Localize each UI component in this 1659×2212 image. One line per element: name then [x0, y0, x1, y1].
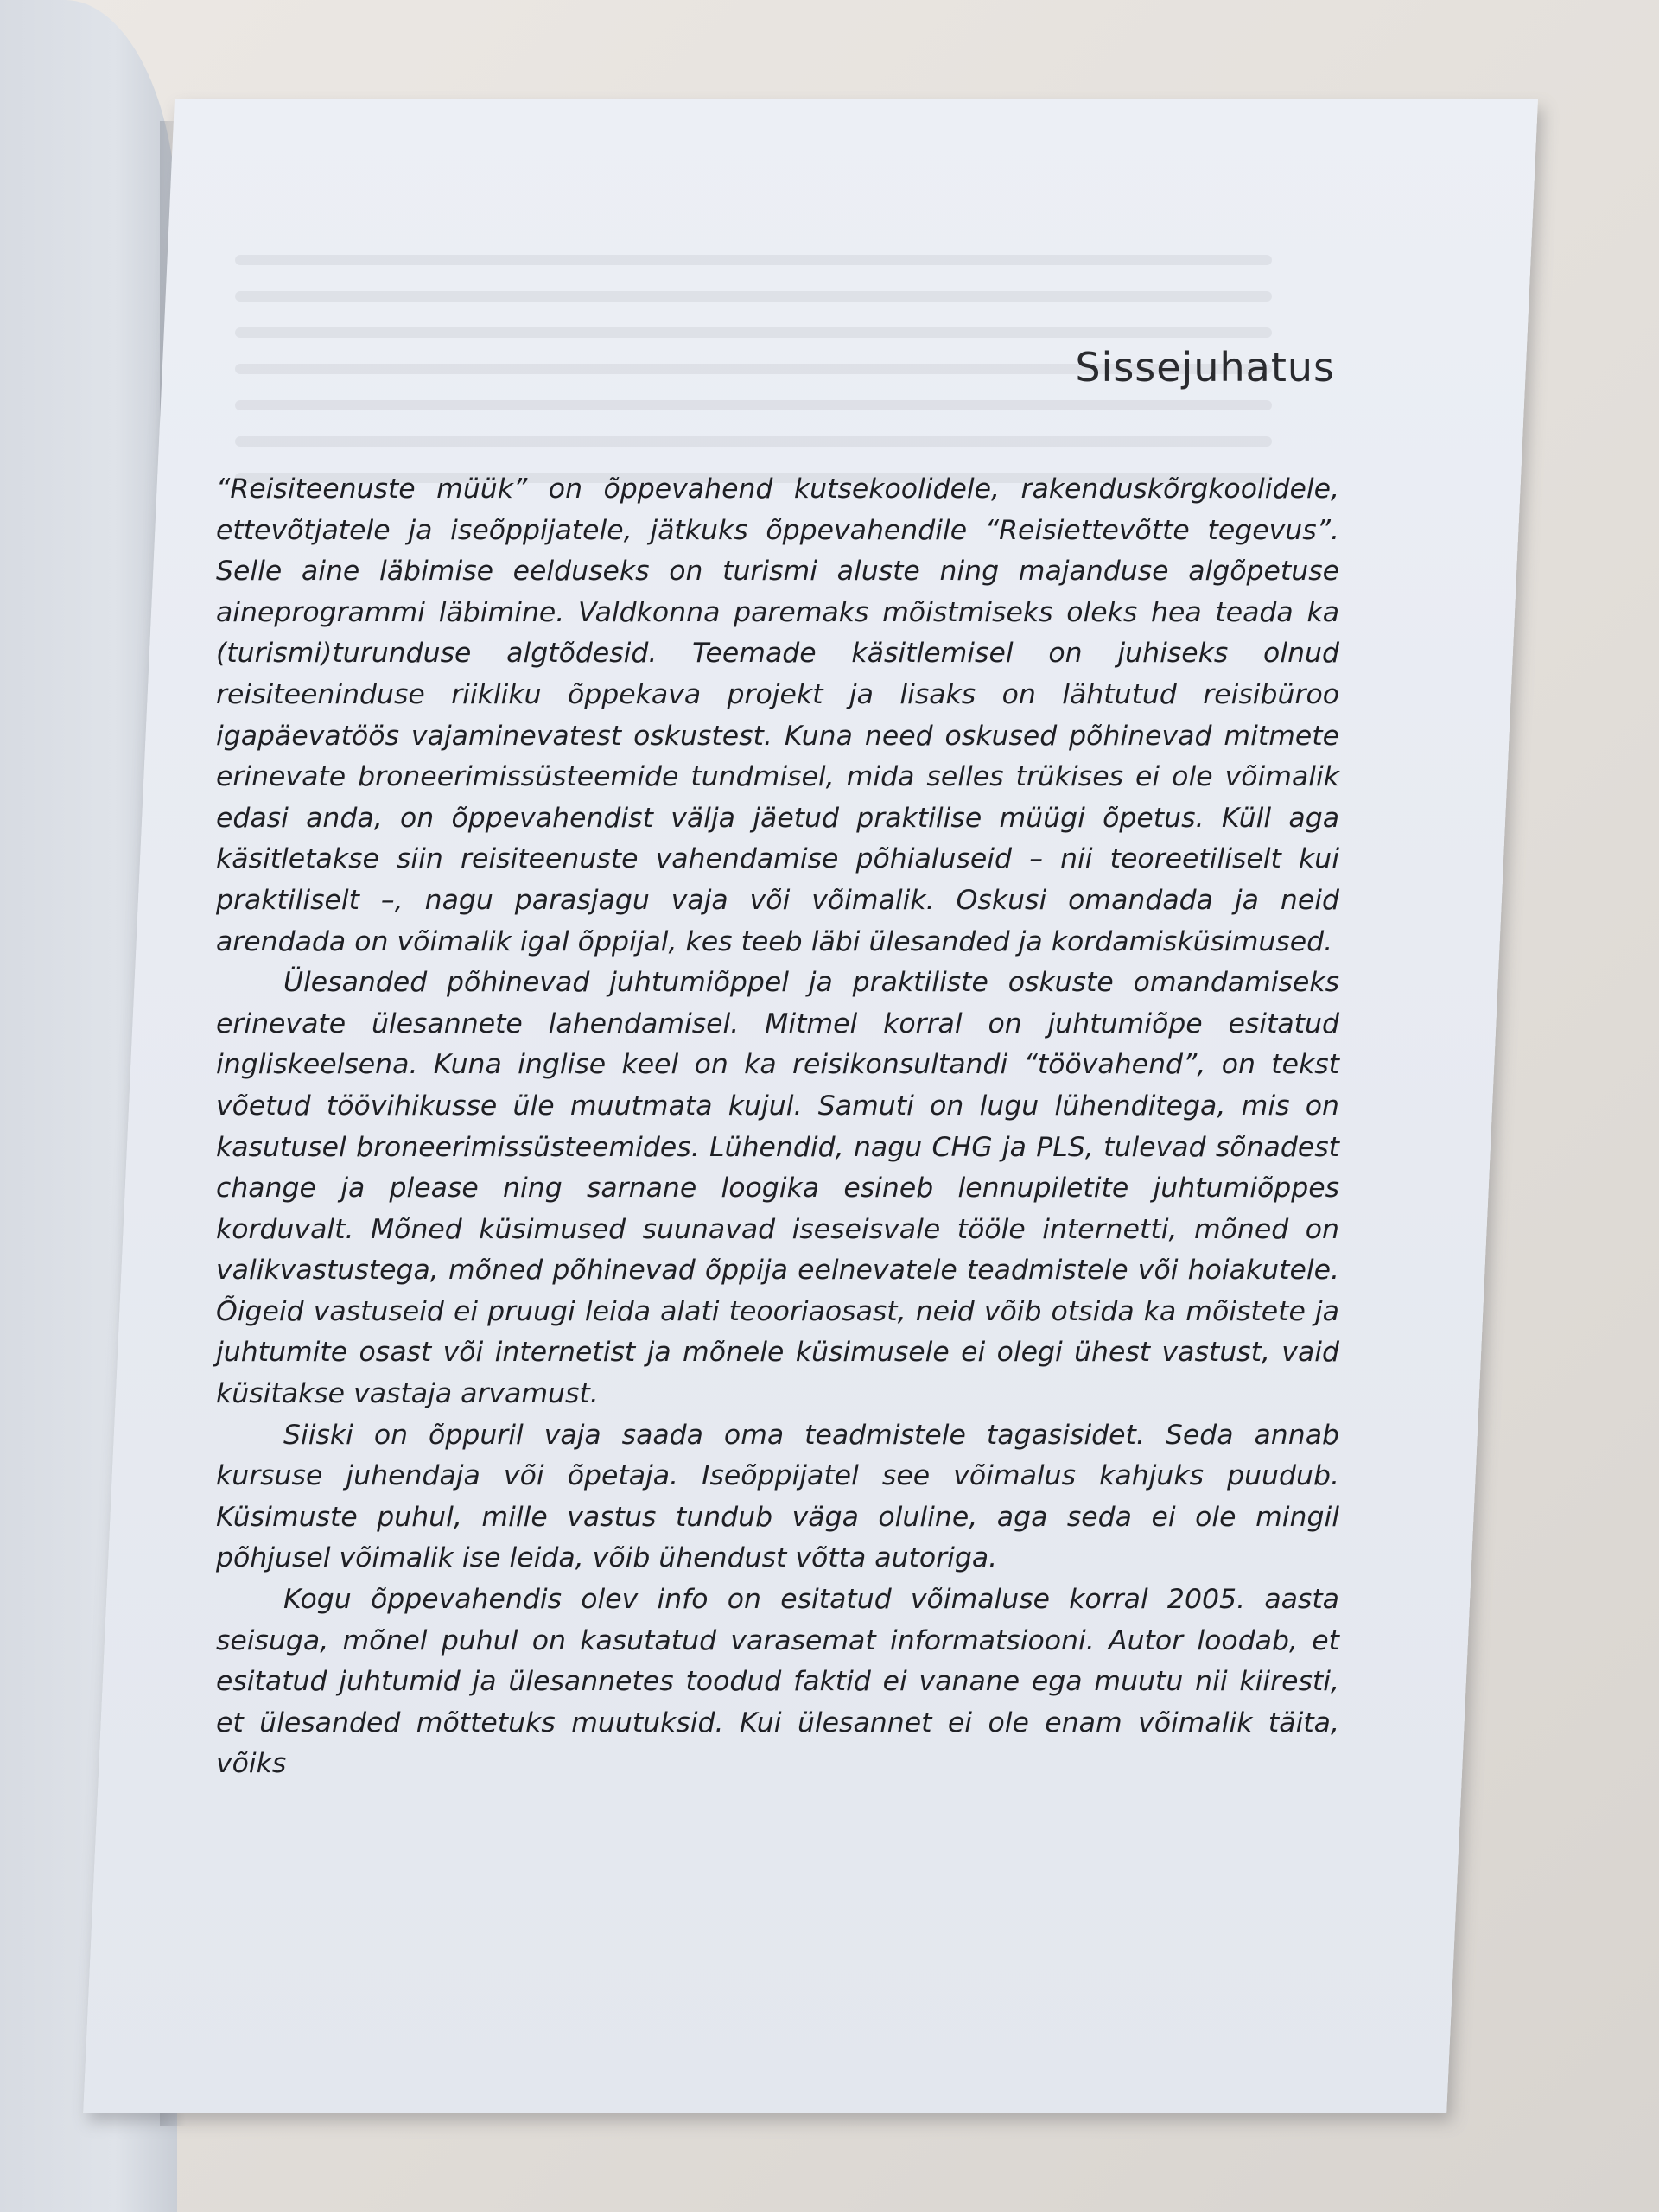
page-heading: Sissejuhatus: [1075, 344, 1335, 391]
paragraph-2: Ülesanded põhinevad juhtumiõppel ja praktiliste oskuste omandamiseks erinevate ülesannete lahendamisel. Mitmel korral on juhtumiõpe esitatud ingliskeelsena. Kuna inglise keel on ka reisikonsultandi “töövahend”, on tekst võetud töövihikusse üle muutmata kujul. Samuti on lugu lühenditega, mis on kasutusel broneerimissüsteemides. Lühendid, nagu CHG ja PLS, tulevad sõnadest change ja please ning sarnane loogika esineb lennupiletite juhtumiõppes korduvalt. Mõned küsimused suunavad iseseisvale tööle internetti, mõned on valikvastustega, mõned põhinevad õppija eelnevatele teadmistele või hoiakutele. Õigeid vastuseid ei pruugi leida alati teooriaosast, neid võib otsida ka mõistete ja juhtumite osast või internetist ja mõnele küsimusele ei olegi ühest vastust, vaid küsitakse vastaja arvamust.: [216, 967, 1339, 1410]
book-page-content: [175, 99, 1538, 2113]
body-text: [216, 469, 1339, 1785]
paragraph-1: “Reisiteenuste müük” on õppevahend kutsekoolidele, rakenduskõrgkoolidele, ettevõtjatele ja iseõppijatele, jätkuks õppevahendile “Reisiettevõtte tegevus”. Selle aine läbimise eelduseks on turismi aluste ning majanduse algõpetuse aineprogrammi läbimine. Valdkonna paremaks mõistmiseks oleks hea teada ka (turismi)turunduse algtõdesid. Teemade käsitlemisel on juhiseks olnud reisiteeninduse riikliku õppekava projekt ja lisaks on lähtutud reisibüroo igapäevatöös vajaminevatest oskustest. Kuna need oskused põhinevad mitmete erinevate broneerimissüsteemide tundmisel, mida selles trükises ei ole võimalik edasi anda, on õppevahendist välja jäetud praktilise müügi õpetus. Küll aga käsitletakse siin reisiteenuste vahendamise põhialuseid – nii teoreetiliselt kui praktiliselt –, nagu parasjagu vaja või võimalik. Oskusi omandada ja neid arendada on võimalik igal õppijal, kes teeb läbi ülesanded ja kordamisküsimused.: [216, 474, 1339, 957]
paragraph-3: Siiski on õppuril vaja saada oma teadmistele tagasisidet. Seda annab kursuse juhendaja või õpetaja. Iseõppijatel see võimalus kahjuks puudub. Küsimuste puhul, mille vastus tundub väga oluline, aga seda ei ole mingil põhjusel võimalik ise leida, võib ühendust võtta autoriga.: [216, 1419, 1339, 1574]
book-page: [83, 99, 1538, 2113]
paragraph-4: Kogu õppevahendis olev info on esitatud võimaluse korral 2005. aasta seisuga, mõnel puhul on kasutatud varasemat informatsiooni. Autor loodab, et esitatud juhtumid ja ülesannetes toodud faktid ei vanane ega muutu nii kiiresti, et ülesanded mõttetuks muutuksid. Kui ülesannet ei ole enam võimalik täita, võiks: [216, 1584, 1339, 1780]
